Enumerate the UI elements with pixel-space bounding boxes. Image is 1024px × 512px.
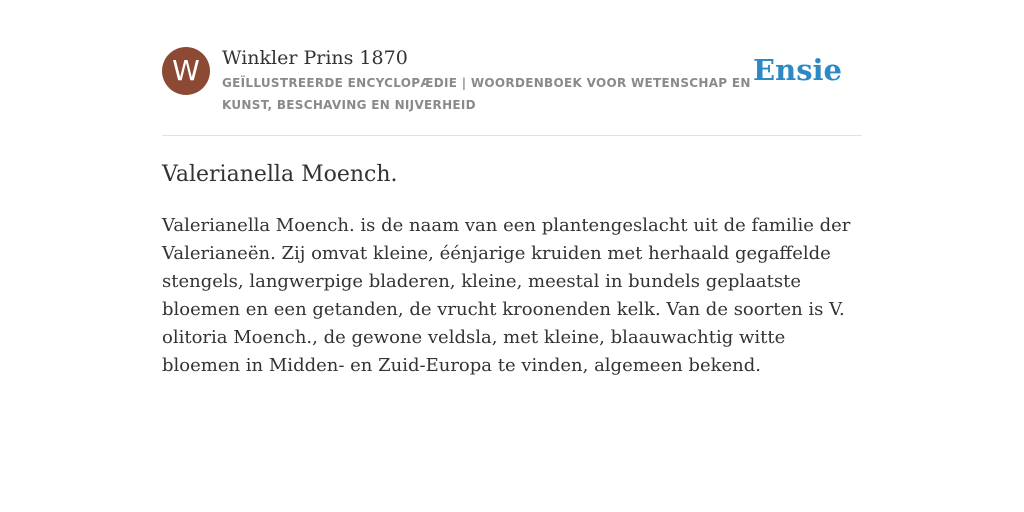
source-info — [222, 44, 752, 116]
source-subtitle: GEÏLLUSTREERDE ENCYCLOPÆDIE | WOORDENBOEK VOOR WETENSCHAP EN KUNST, BESCHAVING EN NIJVERHEID — [222, 76, 751, 112]
source-avatar[interactable]: W — [162, 47, 210, 95]
content-container — [162, 0, 862, 380]
ensie-logo[interactable]: Ensie — [753, 53, 842, 87]
article-title: Valerianella Moench. — [162, 162, 398, 187]
source-title[interactable]: Winkler Prins 1870 — [222, 47, 408, 69]
source-header — [162, 0, 862, 136]
article-body: Valerianella Moench. is de naam van een plantengeslacht uit de familie der Valerianeën. Zij omvat kleine, éénjarige kruiden met herhaald gegaffelde stengels, langwerpige bladeren, kleine, meestal in bundels geplaatste bloemen en een getanden, de vrucht kroonenden kelk. Van de soorten is V. olitoria Moench., de gewone veldsla, met kleine, blaauwachtig witte bloemen in Midden- en Zuid-Europa te vinden, algemeen bekend. — [162, 215, 851, 376]
